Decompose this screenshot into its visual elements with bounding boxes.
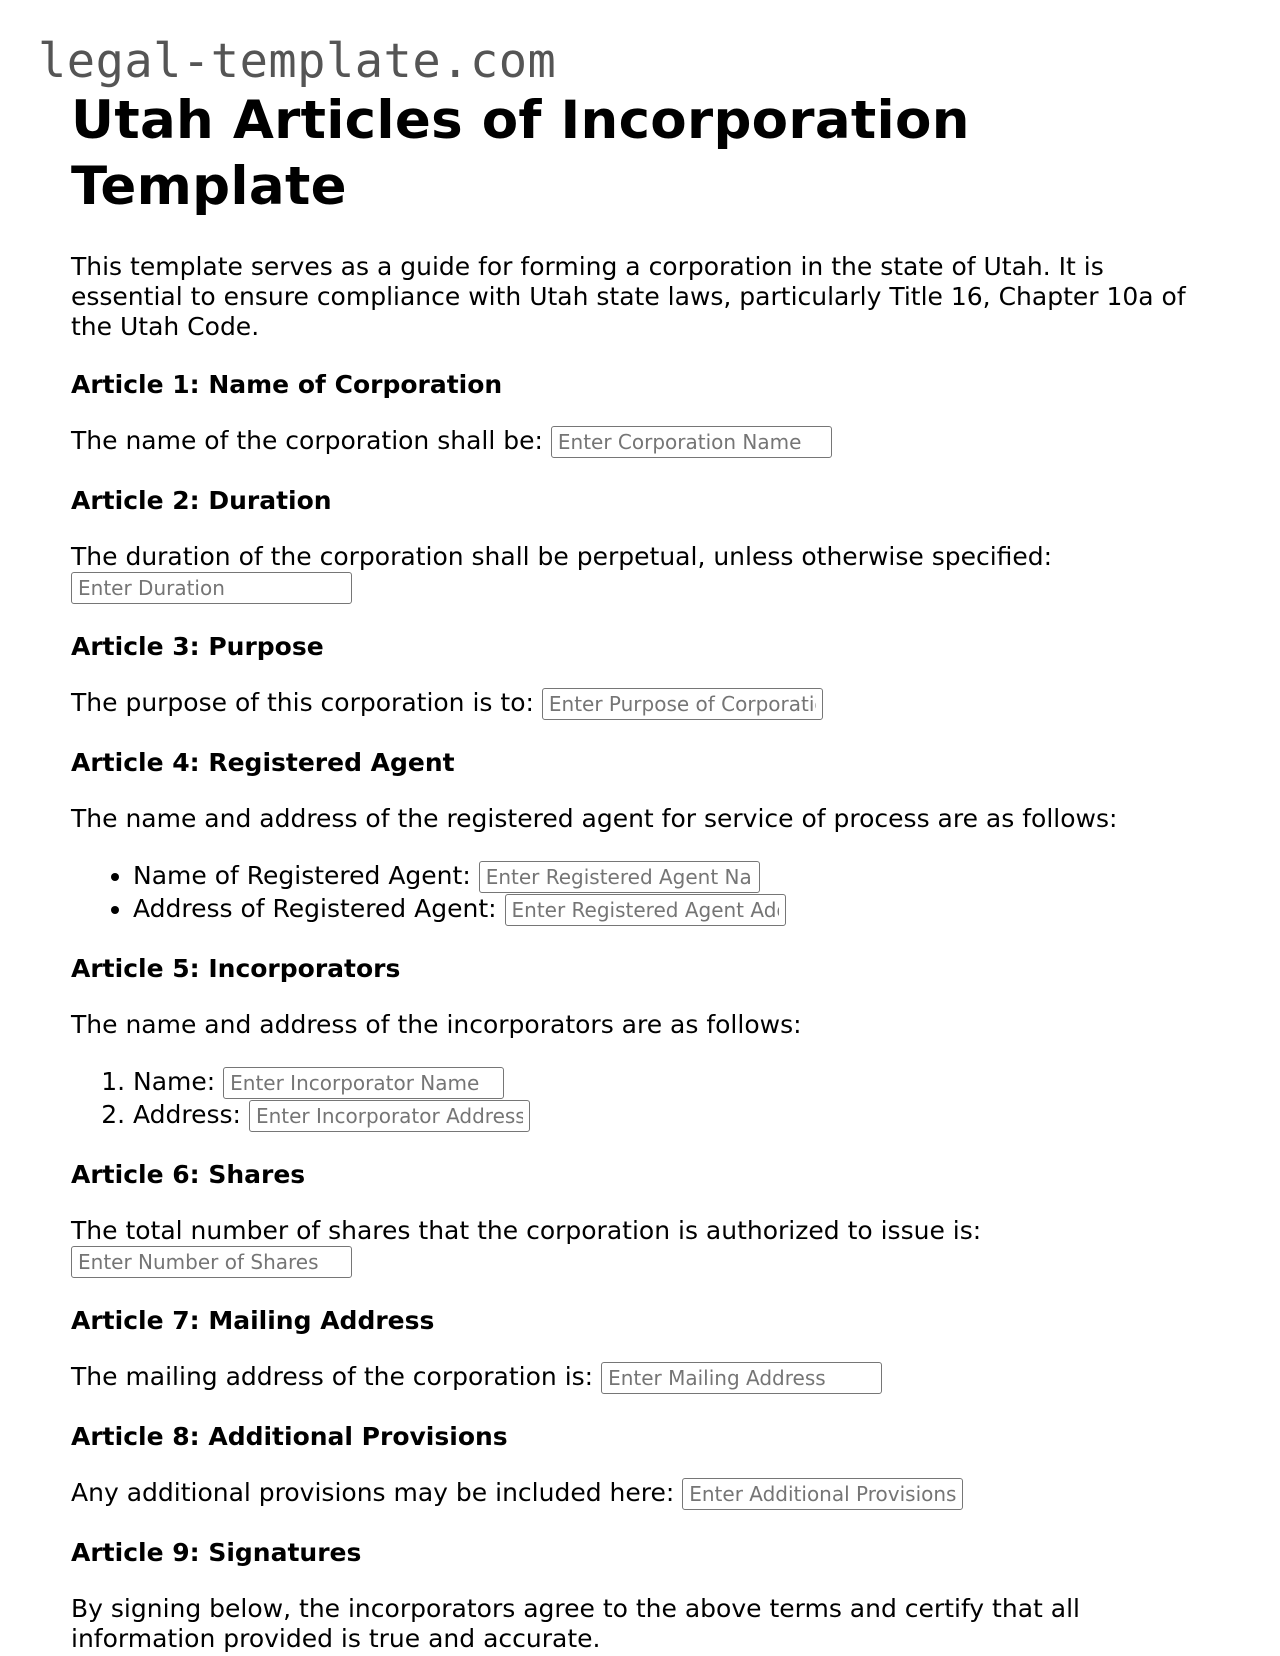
article-8-text [71, 1478, 1221, 1510]
article-7-label: The mailing address of the corporation is: [71, 1362, 594, 1391]
registered-agent-name-label: Name of Registered Agent: [133, 861, 471, 890]
duration-input[interactable] [71, 572, 352, 604]
article-6-label: The total number of shares that the corporation is authorized to issue is: [71, 1216, 982, 1245]
list-item [133, 1099, 1221, 1132]
article-9-text: By signing below, the incorporators agree to the above terms and certify that all information provided is true and accurate. [71, 1594, 1080, 1653]
page-title: Utah Articles of Incorporation Template [71, 90, 970, 217]
intro-paragraph: This template serves as a guide for forming a corporation in the state of Utah. It is essential to ensure compliance with Utah state laws, particularly Title 16, Chapter 10a of the Utah Code. [71, 252, 1186, 341]
registered-agent-name-input[interactable] [479, 861, 760, 893]
article-5-heading: Article 5: Incorporators [71, 954, 401, 983]
article-4-text: The name and address of the registered agent for service of process are as follows: [71, 804, 1118, 833]
article-2-text [71, 542, 1221, 604]
article-7 [71, 1306, 1221, 1394]
additional-provisions-input[interactable] [682, 1478, 963, 1510]
list-item [133, 860, 1221, 893]
article-6 [71, 1160, 1221, 1278]
article-1 [71, 370, 1221, 458]
registered-agent-address-label: Address of Registered Agent: [133, 894, 497, 923]
document-body [71, 88, 1221, 1654]
article-6-heading: Article 6: Shares [71, 1160, 306, 1189]
article-5-text: The name and address of the incorporators are as follows: [71, 1010, 802, 1039]
article-4-heading: Article 4: Registered Agent [71, 748, 455, 777]
incorporator-name-input[interactable] [223, 1067, 504, 1099]
article-8-label: Any additional provisions may be included here: [71, 1478, 675, 1507]
mailing-address-input[interactable] [601, 1362, 882, 1394]
article-4 [71, 748, 1221, 926]
incorporator-address-input[interactable] [249, 1100, 530, 1132]
list-item [133, 893, 1221, 926]
article-2-heading: Article 2: Duration [71, 486, 332, 515]
incorporator-address-label: Address: [133, 1100, 241, 1129]
site-watermark: legal-template.com [38, 34, 557, 89]
article-5 [71, 954, 1221, 1132]
article-3 [71, 632, 1221, 720]
article-9-heading: Article 9: Signatures [71, 1538, 362, 1567]
article-6-text [71, 1216, 1221, 1278]
article-1-heading: Article 1: Name of Corporation [71, 370, 503, 399]
article-1-text [71, 426, 1221, 458]
incorporator-name-label: Name: [133, 1067, 216, 1096]
article-1-label: The name of the corporation shall be: [71, 426, 543, 455]
shares-input[interactable] [71, 1246, 352, 1278]
article-8-heading: Article 8: Additional Provisions [71, 1422, 508, 1451]
article-2-label: The duration of the corporation shall be perpetual, unless otherwise specified: [71, 542, 1053, 571]
list-item [133, 1066, 1221, 1099]
article-3-text [71, 688, 1221, 720]
registered-agent-list [71, 860, 1221, 926]
article-8 [71, 1422, 1221, 1510]
article-3-heading: Article 3: Purpose [71, 632, 324, 661]
article-7-text [71, 1362, 1221, 1394]
article-9 [71, 1538, 1221, 1654]
article-2 [71, 486, 1221, 604]
registered-agent-address-input[interactable] [505, 894, 786, 926]
purpose-input[interactable] [542, 688, 823, 720]
article-7-heading: Article 7: Mailing Address [71, 1306, 435, 1335]
article-3-label: The purpose of this corporation is to: [71, 688, 534, 717]
incorporators-list [71, 1066, 1221, 1132]
corporation-name-input[interactable] [551, 426, 832, 458]
